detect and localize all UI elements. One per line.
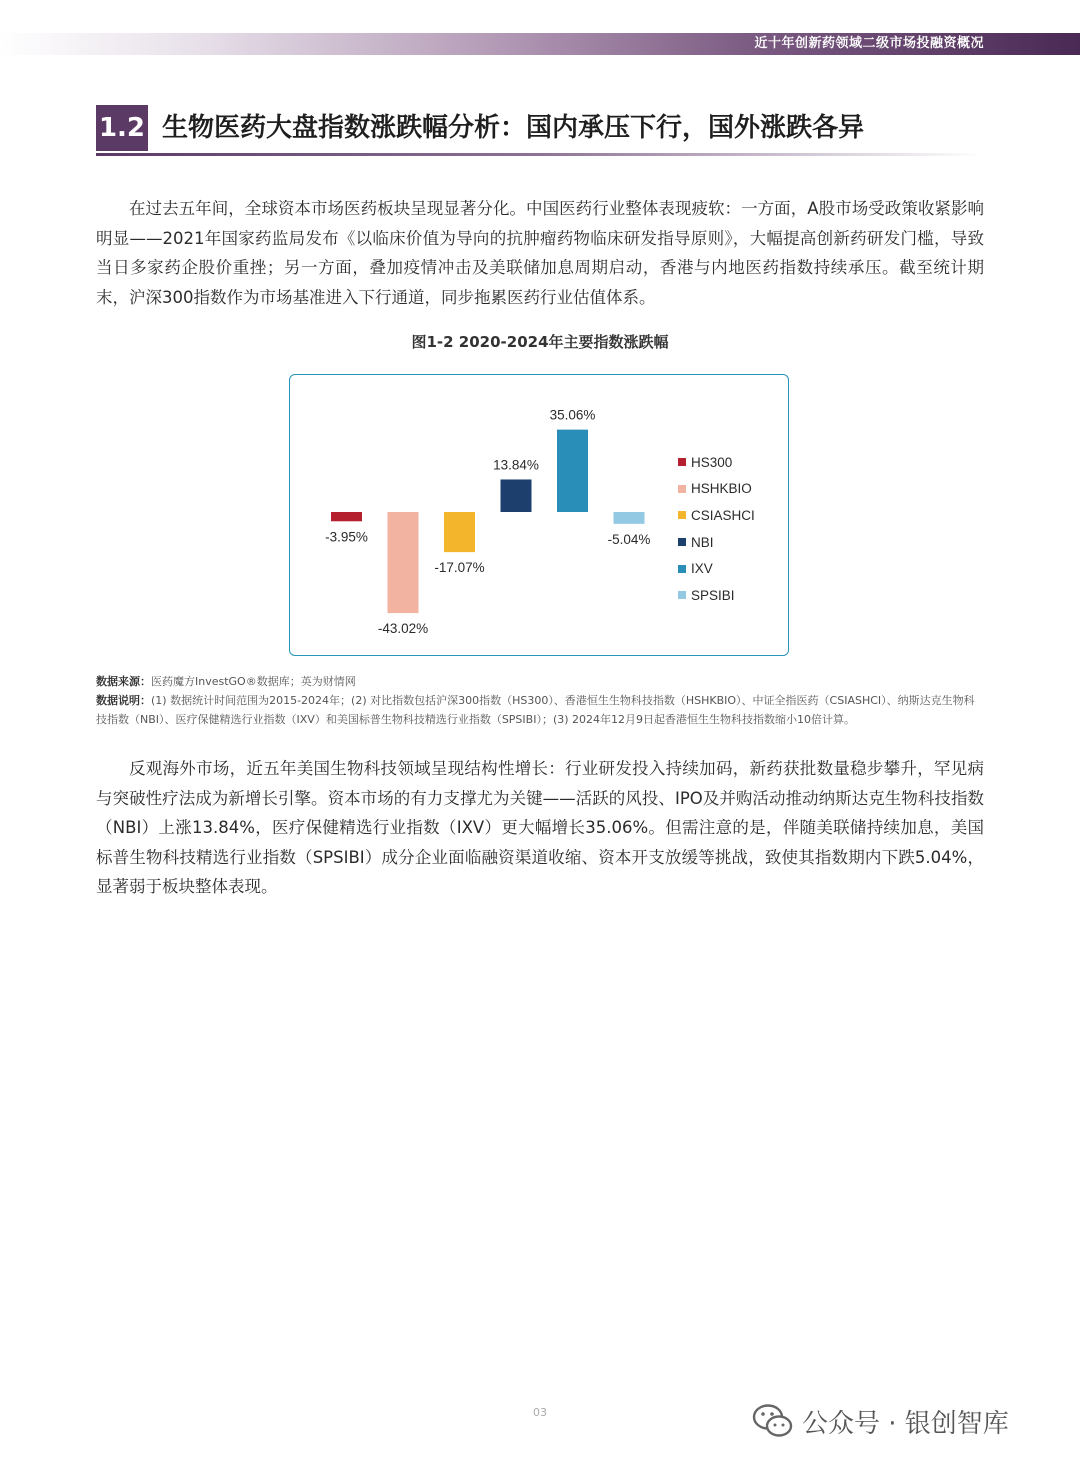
wechat-icon — [752, 1402, 794, 1440]
paragraph-domestic: 在过去五年间，全球资本市场医药板块呈现显著分化。中国医药行业整体表现疲软：一方面，A股市场受政策收紧影响明显——2021年国家药监局发布《以临床价值为导向的抗肿瘤药物临床研发指导原则》，大幅提高创新药研发门槛，导致当日多家药企股价重挫；另一方面，叠加疫情冲击及美联储加息周期启动，香港与内地医药指数持续承压。截至统计期末，沪深300指数作为市场基准进入下行通道，同步拖累医药行业估值体系。 — [96, 199, 984, 307]
legend-item-hshkbio — [678, 476, 755, 503]
page-number: 03 — [533, 1406, 547, 1419]
bar-ixv — [557, 430, 588, 512]
bar-csiashci — [444, 512, 475, 552]
legend-swatch — [678, 565, 686, 573]
legend-swatch — [678, 485, 686, 493]
section-heading — [96, 105, 984, 151]
data-description-line — [96, 691, 984, 729]
paragraph-overseas: 反观海外市场，近五年美国生物科技领域呈现结构性增长：行业研发投入持续加码，新药获批数量稳步攀升，罕见病与突破性疗法成为新增长引擎。资本市场的有力支撑尤为关键——活跃的风投、IPO及并购活动推动纳斯达克生物科技指数（NBI）上涨13.84%，医疗保健精选行业指数（IXV）更大幅增长35.06%。但需注意的是，伴随美联储持续加息，美国标普生物科技精选行业指数（SPSIBI）成分企业面临融资渠道收缩、资本开支放缓等挑战，致使其指数期内下跌5.04%，显著弱于板块整体表现。 — [96, 759, 984, 896]
data-label-hs300: -3.95% — [325, 529, 368, 545]
bar-chart — [289, 374, 789, 656]
legend-label: HS300 — [691, 454, 733, 470]
watermark — [752, 1402, 1009, 1440]
legend-swatch — [678, 591, 686, 599]
figure-notes — [96, 672, 984, 729]
data-label-hshkbio: -43.02% — [377, 621, 429, 637]
legend-item-nbi — [678, 529, 755, 556]
legend-label: HSHKBIO — [691, 481, 752, 497]
report-title: 近十年创新药领域二级市场投融资概况 — [754, 36, 984, 51]
bar-nbi — [501, 479, 532, 512]
legend-item-ixv — [678, 555, 755, 582]
legend-label: SPSIBI — [691, 587, 735, 603]
data-description-text: (1) 数据统计时间范围为2015-2024年；(2) 对比指数包括沪深300指数（HS300）、香港恒生生物科技指数（HSHKBIO）、中证全指医药（CSIASHCI）、纳斯达克生物科技指数（NBI）、医疗保健精选行业指数（IXV）和美国标普生物科技精选行业指数（SPSIBI）；(3) 2024年12月9日起香港恒生生物科技指数缩小10倍计算。 — [96, 694, 975, 726]
data-description-label: 数据说明： — [96, 694, 151, 707]
data-source-text: 医药魔方InvestGO®数据库；英为财情网 — [151, 675, 356, 688]
legend-swatch — [678, 538, 686, 546]
legend-label: CSIASHCI — [691, 507, 755, 523]
legend-label: NBI — [691, 534, 714, 550]
section-title: 生物医药大盘指数涨跌幅分析：国内承压下行，国外涨跌各异 — [162, 113, 865, 143]
legend-swatch — [678, 458, 686, 466]
section-number: 1.2 — [96, 105, 148, 151]
section-underline — [96, 153, 984, 156]
bar-hs300 — [331, 512, 362, 521]
legend-item-hs300 — [678, 449, 755, 476]
legend-swatch — [678, 511, 686, 519]
data-label-spsibi: -5.04% — [607, 531, 651, 547]
legend-item-spsibi — [678, 582, 755, 609]
data-source-label: 数据来源： — [96, 675, 151, 688]
bar-spsibi — [614, 512, 645, 524]
figure-title: 图1-2 2020-2024年主要指数涨跌幅 — [411, 333, 669, 351]
data-source-line — [96, 672, 984, 691]
header-band — [0, 33, 1080, 55]
legend-label: IXV — [691, 561, 713, 577]
watermark-text: 公众号 · 银创智库 — [802, 1408, 1009, 1439]
data-label-nbi: 13.84% — [493, 457, 539, 473]
chart-legend — [678, 449, 755, 609]
legend-item-csiashci — [678, 502, 755, 529]
bar-hshkbio — [388, 512, 419, 613]
data-label-csiashci: -17.07% — [434, 560, 485, 576]
data-label-ixv: 35.06% — [549, 407, 596, 423]
